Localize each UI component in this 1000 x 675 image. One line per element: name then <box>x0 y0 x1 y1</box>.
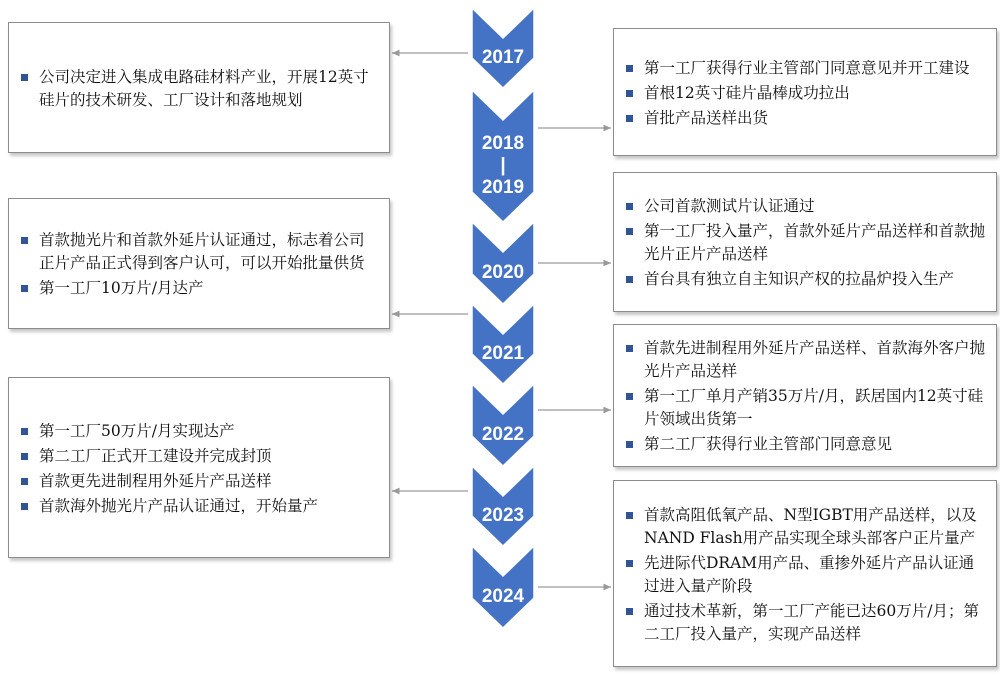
event-item: 首款更先进制程用外延片产品送样 <box>21 470 379 493</box>
event-item: 公司决定进入集成电路硅材料产业，开展12英寸硅片的技术研发、工厂设计和落地规划 <box>21 66 379 112</box>
event-item: 首款抛光片和首款外延片认证通过，标志着公司正片产品正式得到客户认可，可以开始批量供货 <box>21 229 379 275</box>
event-item: 首款海外抛光片产品认证通过，开始量产 <box>21 495 379 518</box>
event-item: 通过技术革新，第一工厂产能已达60万片/月；第二工厂投入量产，实现产品送样 <box>626 600 986 646</box>
year-label: 2022 <box>481 424 525 445</box>
event-box-2024 <box>613 480 997 667</box>
event-item: 第一工厂10万片/月达产 <box>21 277 379 300</box>
year-label: 2018 <box>481 133 525 154</box>
event-item: 首款先进制程用外延片产品送样、首款海外客户抛光片产品送样 <box>626 337 986 383</box>
event-item: 第二工厂获得行业主管部门同意意见 <box>626 433 986 456</box>
event-item: 先进际代DRAM用产品、重掺外延片产品认证通过进入量产阶段 <box>626 552 986 598</box>
event-box-2018-2019 <box>613 28 997 156</box>
year-label: 2019 <box>481 177 525 198</box>
event-box-2022 <box>613 324 997 467</box>
year-label: | <box>500 155 506 176</box>
event-box-2021 <box>8 198 390 329</box>
event-box-2020 <box>613 172 997 312</box>
year-label: 2021 <box>481 343 525 364</box>
event-item: 首款高阻低氧产品、N型IGBT用产品送样，以及NAND Flash用产品实现全球头部客户正片量产 <box>626 504 986 550</box>
event-item: 首根12英寸硅片晶棒成功拉出 <box>626 82 986 105</box>
year-label: 2024 <box>481 586 525 607</box>
event-item: 第一工厂投入量产，首款外延片产品送样和首款抛光片正片产品送样 <box>626 220 986 266</box>
event-item: 第二工厂正式开工建设并完成封顶 <box>21 445 379 468</box>
year-label: 2017 <box>481 47 525 68</box>
event-item: 首台具有独立自主知识产权的拉晶炉投入生产 <box>626 268 986 291</box>
event-item: 第一工厂获得行业主管部门同意意见并开工建设 <box>626 57 986 80</box>
event-item: 公司首款测试片认证通过 <box>626 195 986 218</box>
year-label: 2020 <box>481 262 525 283</box>
event-box-2023 <box>8 377 390 558</box>
event-item: 首批产品送样出货 <box>626 107 986 130</box>
event-item: 第一工厂50万片/月实现达产 <box>21 420 379 443</box>
year-label: 2023 <box>481 505 525 526</box>
event-box-2017 <box>8 22 390 153</box>
event-item: 第一工厂单月产销35万片/月，跃居国内12英寸硅片领域出货第一 <box>626 385 986 431</box>
